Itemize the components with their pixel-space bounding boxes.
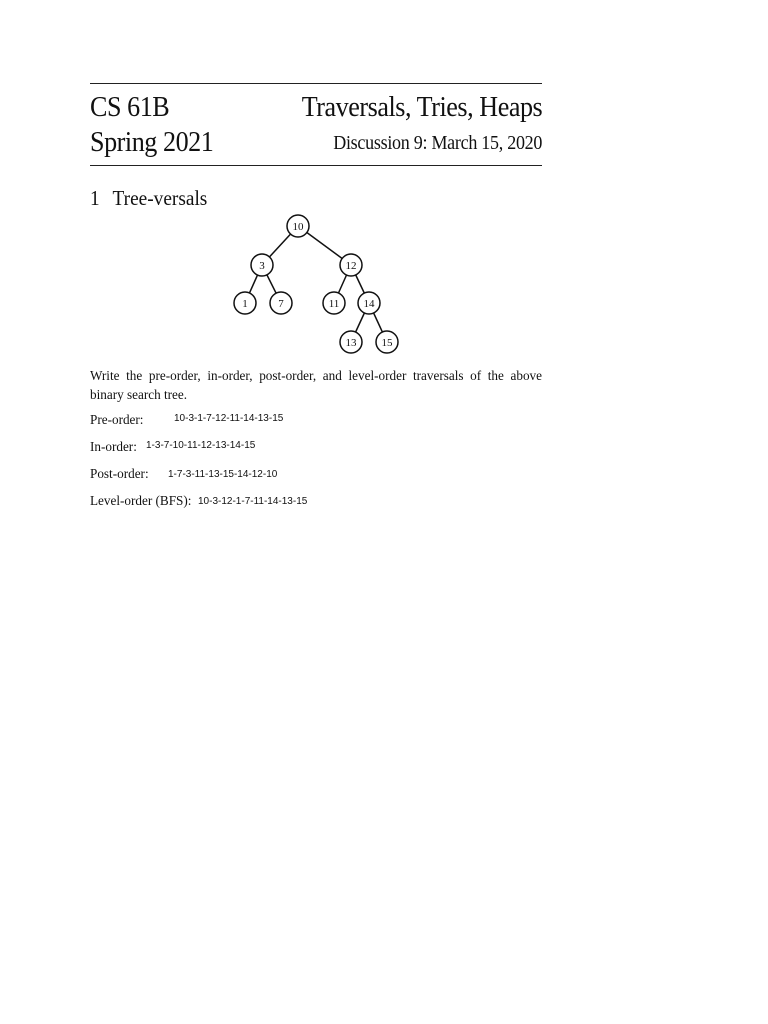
answer-row-post-order (90, 465, 278, 483)
tree-node (323, 292, 345, 314)
tree-node (358, 292, 380, 314)
tree-node (376, 331, 398, 353)
section-number: 1 (90, 186, 100, 210)
answer-row-in-order (90, 438, 256, 456)
tree-node-label: 10 (292, 221, 304, 233)
course-term: Spring 2021 (90, 126, 214, 158)
answer-label: Level-order (BFS): (90, 493, 192, 508)
document-title: Traversals, Tries, Heaps (301, 91, 542, 123)
tree-node-label: 13 (345, 337, 357, 349)
binary-search-tree-diagram (0, 0, 768, 380)
answer-value: 1-7-3-11-13-15-14-12-10 (168, 469, 278, 480)
answer-value: 1-3-7-10-11-12-13-14-15 (146, 440, 256, 451)
tree-node (340, 331, 362, 353)
tree-node-label: 3 (259, 260, 265, 272)
exercise-prompt: Write the pre-order, in-order, post-order, and level-order traversals of the above binary search tree. (90, 368, 542, 402)
answer-label: In-order: (90, 439, 137, 454)
answer-label: Pre-order: (90, 412, 144, 427)
answer-row-level-order (90, 492, 308, 510)
document-subtitle: Discussion 9: March 15, 2020 (333, 132, 542, 154)
tree-node-label: 15 (381, 337, 393, 349)
tree-node-label: 11 (328, 298, 340, 310)
tree-node-label: 7 (278, 298, 284, 310)
tree-node (251, 254, 273, 276)
tree-node (287, 215, 309, 237)
tree-node-label: 12 (345, 260, 357, 272)
answer-row-pre-order (90, 411, 284, 429)
answer-value: 10-3-1-7-12-11-14-13-15 (174, 413, 284, 424)
course-name: CS 61B (90, 91, 170, 123)
answer-value: 10-3-12-1-7-11-14-13-15 (198, 496, 308, 507)
tree-node-label: 1 (242, 298, 248, 310)
tree-node-label: 14 (363, 298, 375, 310)
section-title: Tree-versals (112, 186, 208, 210)
tree-node (234, 292, 256, 314)
tree-node (270, 292, 292, 314)
tree-node (340, 254, 362, 276)
answer-label: Post-order: (90, 466, 149, 481)
